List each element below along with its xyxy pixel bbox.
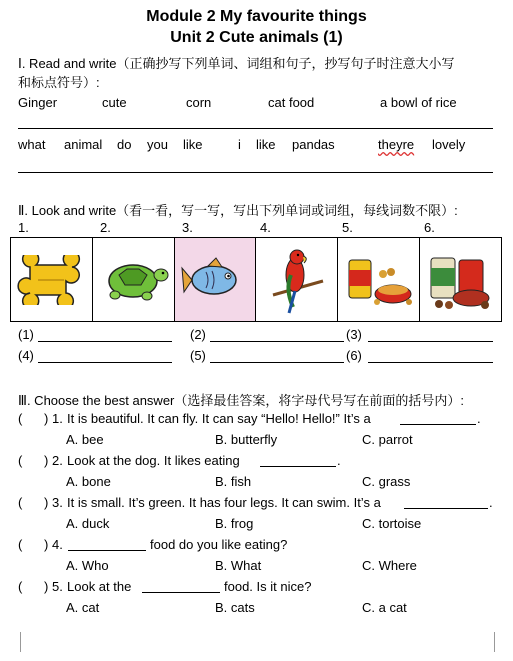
sentence-word: pandas	[292, 137, 335, 152]
tortoise-icon	[97, 253, 169, 307]
option-b[interactable]: B. What	[215, 558, 262, 573]
page-corner-mark	[494, 632, 505, 652]
question-end: .	[337, 453, 341, 468]
picture-cell	[93, 238, 175, 321]
sentence-word: do	[117, 137, 132, 152]
option-c[interactable]: C. Where	[362, 558, 417, 573]
word-corn: corn	[186, 95, 212, 110]
option-a[interactable]: A. duck	[66, 516, 110, 531]
option-c[interactable]: C. a cat	[362, 600, 407, 615]
section2-heading: Ⅱ. Look and write（看一看，写一写，写出下列单词或词组，每线词数不限）:	[18, 203, 458, 218]
word-ginger: Ginger	[18, 95, 58, 110]
question-blank[interactable]	[142, 592, 220, 593]
question-blank[interactable]	[68, 550, 146, 551]
option-b[interactable]: B. butterfly	[215, 432, 278, 447]
question-text: It is small. It’s green. It has four legs. It can swim. It’s a	[67, 495, 381, 510]
answer-label: (1)	[18, 327, 34, 342]
word-cat-food: cat food	[268, 95, 315, 110]
picture-cell	[175, 238, 257, 321]
sentence-word: lovely	[432, 137, 466, 152]
question-end: .	[489, 495, 493, 510]
sentence-word: i	[238, 137, 241, 152]
answer-paren-close[interactable]: )	[44, 453, 49, 468]
option-c[interactable]: C. grass	[362, 474, 411, 489]
question-number: 4.	[52, 537, 63, 552]
option-a[interactable]: A. bone	[66, 474, 111, 489]
question-text: Look at the	[67, 579, 132, 594]
fish-icon	[180, 254, 250, 306]
answer-paren-close[interactable]: )	[44, 579, 49, 594]
answer-line[interactable]	[38, 362, 172, 363]
option-a[interactable]: A. bee	[66, 432, 104, 447]
option-b[interactable]: B. fish	[215, 474, 252, 489]
sentence-word: like	[183, 137, 203, 152]
picture-cell	[338, 238, 420, 321]
picture-cell	[256, 238, 338, 321]
picture-table	[10, 237, 502, 322]
picture-number: 2.	[100, 220, 111, 235]
sentence-word-misspelled: theyre	[378, 137, 415, 152]
question-number: 3.	[52, 495, 63, 510]
answer-paren-close[interactable]: )	[44, 537, 49, 552]
question-number: 1.	[52, 411, 63, 426]
page-corner-mark	[10, 632, 21, 652]
answer-line[interactable]	[210, 341, 344, 342]
picture-number: 1.	[18, 220, 29, 235]
answer-paren-close[interactable]: )	[44, 411, 49, 426]
sentence-word: what	[18, 137, 46, 152]
word-bowl-of-rice: a bowl of rice	[380, 95, 457, 110]
answer-label: (3)	[346, 327, 362, 342]
question-end: .	[477, 411, 481, 426]
question-number: 2.	[52, 453, 63, 468]
answer-line[interactable]	[368, 341, 493, 342]
page-title: Module 2 My favourite things	[146, 8, 367, 25]
question-blank[interactable]	[404, 508, 488, 509]
question-blank[interactable]	[400, 424, 476, 425]
question-text: Look at the dog. It likes eating	[67, 453, 240, 468]
answer-label: (6)	[346, 348, 362, 363]
answer-paren-open: (	[18, 537, 23, 552]
answer-paren-open: (	[18, 411, 23, 426]
parrot-icon	[267, 245, 327, 315]
picture-cell	[420, 238, 501, 321]
question-text: It is beautiful. It can fly. It can say “Hello! Hello!” It’s a	[67, 411, 371, 426]
answer-paren-close[interactable]: )	[44, 495, 49, 510]
option-b[interactable]: B. cats	[215, 600, 255, 615]
answer-paren-open: (	[18, 579, 23, 594]
picture-number: 3.	[182, 220, 193, 235]
bone-icon	[16, 255, 86, 305]
question-number: 5.	[52, 579, 63, 594]
answer-line[interactable]	[38, 341, 172, 342]
option-c[interactable]: C. parrot	[362, 432, 413, 447]
question-end: food. Is it nice?	[224, 579, 312, 594]
question-blank[interactable]	[260, 466, 336, 467]
writing-line-2[interactable]	[18, 172, 493, 173]
page-subtitle: Unit 2 Cute animals (1)	[170, 29, 343, 46]
picture-number: 4.	[260, 220, 271, 235]
section1-heading: Ⅰ. Read and write（正确抄写下列单词、词组和句子，抄写句子时注意大小写	[18, 56, 455, 71]
cat-food-icon	[343, 250, 415, 310]
section3-heading: Ⅲ. Choose the best answer（选择最佳答案，将字母代号写在前面的括号内）:	[18, 393, 464, 408]
sentence-word: you	[147, 137, 168, 152]
answer-line[interactable]	[210, 362, 344, 363]
answer-label: (2)	[190, 327, 206, 342]
option-a[interactable]: A. Who	[66, 558, 109, 573]
option-c[interactable]: C. tortoise	[362, 516, 422, 531]
answer-line[interactable]	[368, 362, 493, 363]
dog-food-icon	[425, 250, 497, 310]
option-b[interactable]: B. frog	[215, 516, 254, 531]
option-a[interactable]: A. cat	[66, 600, 100, 615]
answer-label: (4)	[18, 348, 34, 363]
section1-heading-cont: 和标点符号）:	[18, 75, 100, 90]
question-end: food do you like eating?	[150, 537, 288, 552]
sentence-word: animal	[64, 137, 103, 152]
picture-number: 5.	[342, 220, 353, 235]
answer-paren-open: (	[18, 495, 23, 510]
word-cute: cute	[102, 95, 127, 110]
sentence-word: like	[256, 137, 276, 152]
picture-cell	[11, 238, 93, 321]
writing-line-1[interactable]	[18, 128, 493, 129]
answer-label: (5)	[190, 348, 206, 363]
picture-number: 6.	[424, 220, 435, 235]
answer-paren-open: (	[18, 453, 23, 468]
